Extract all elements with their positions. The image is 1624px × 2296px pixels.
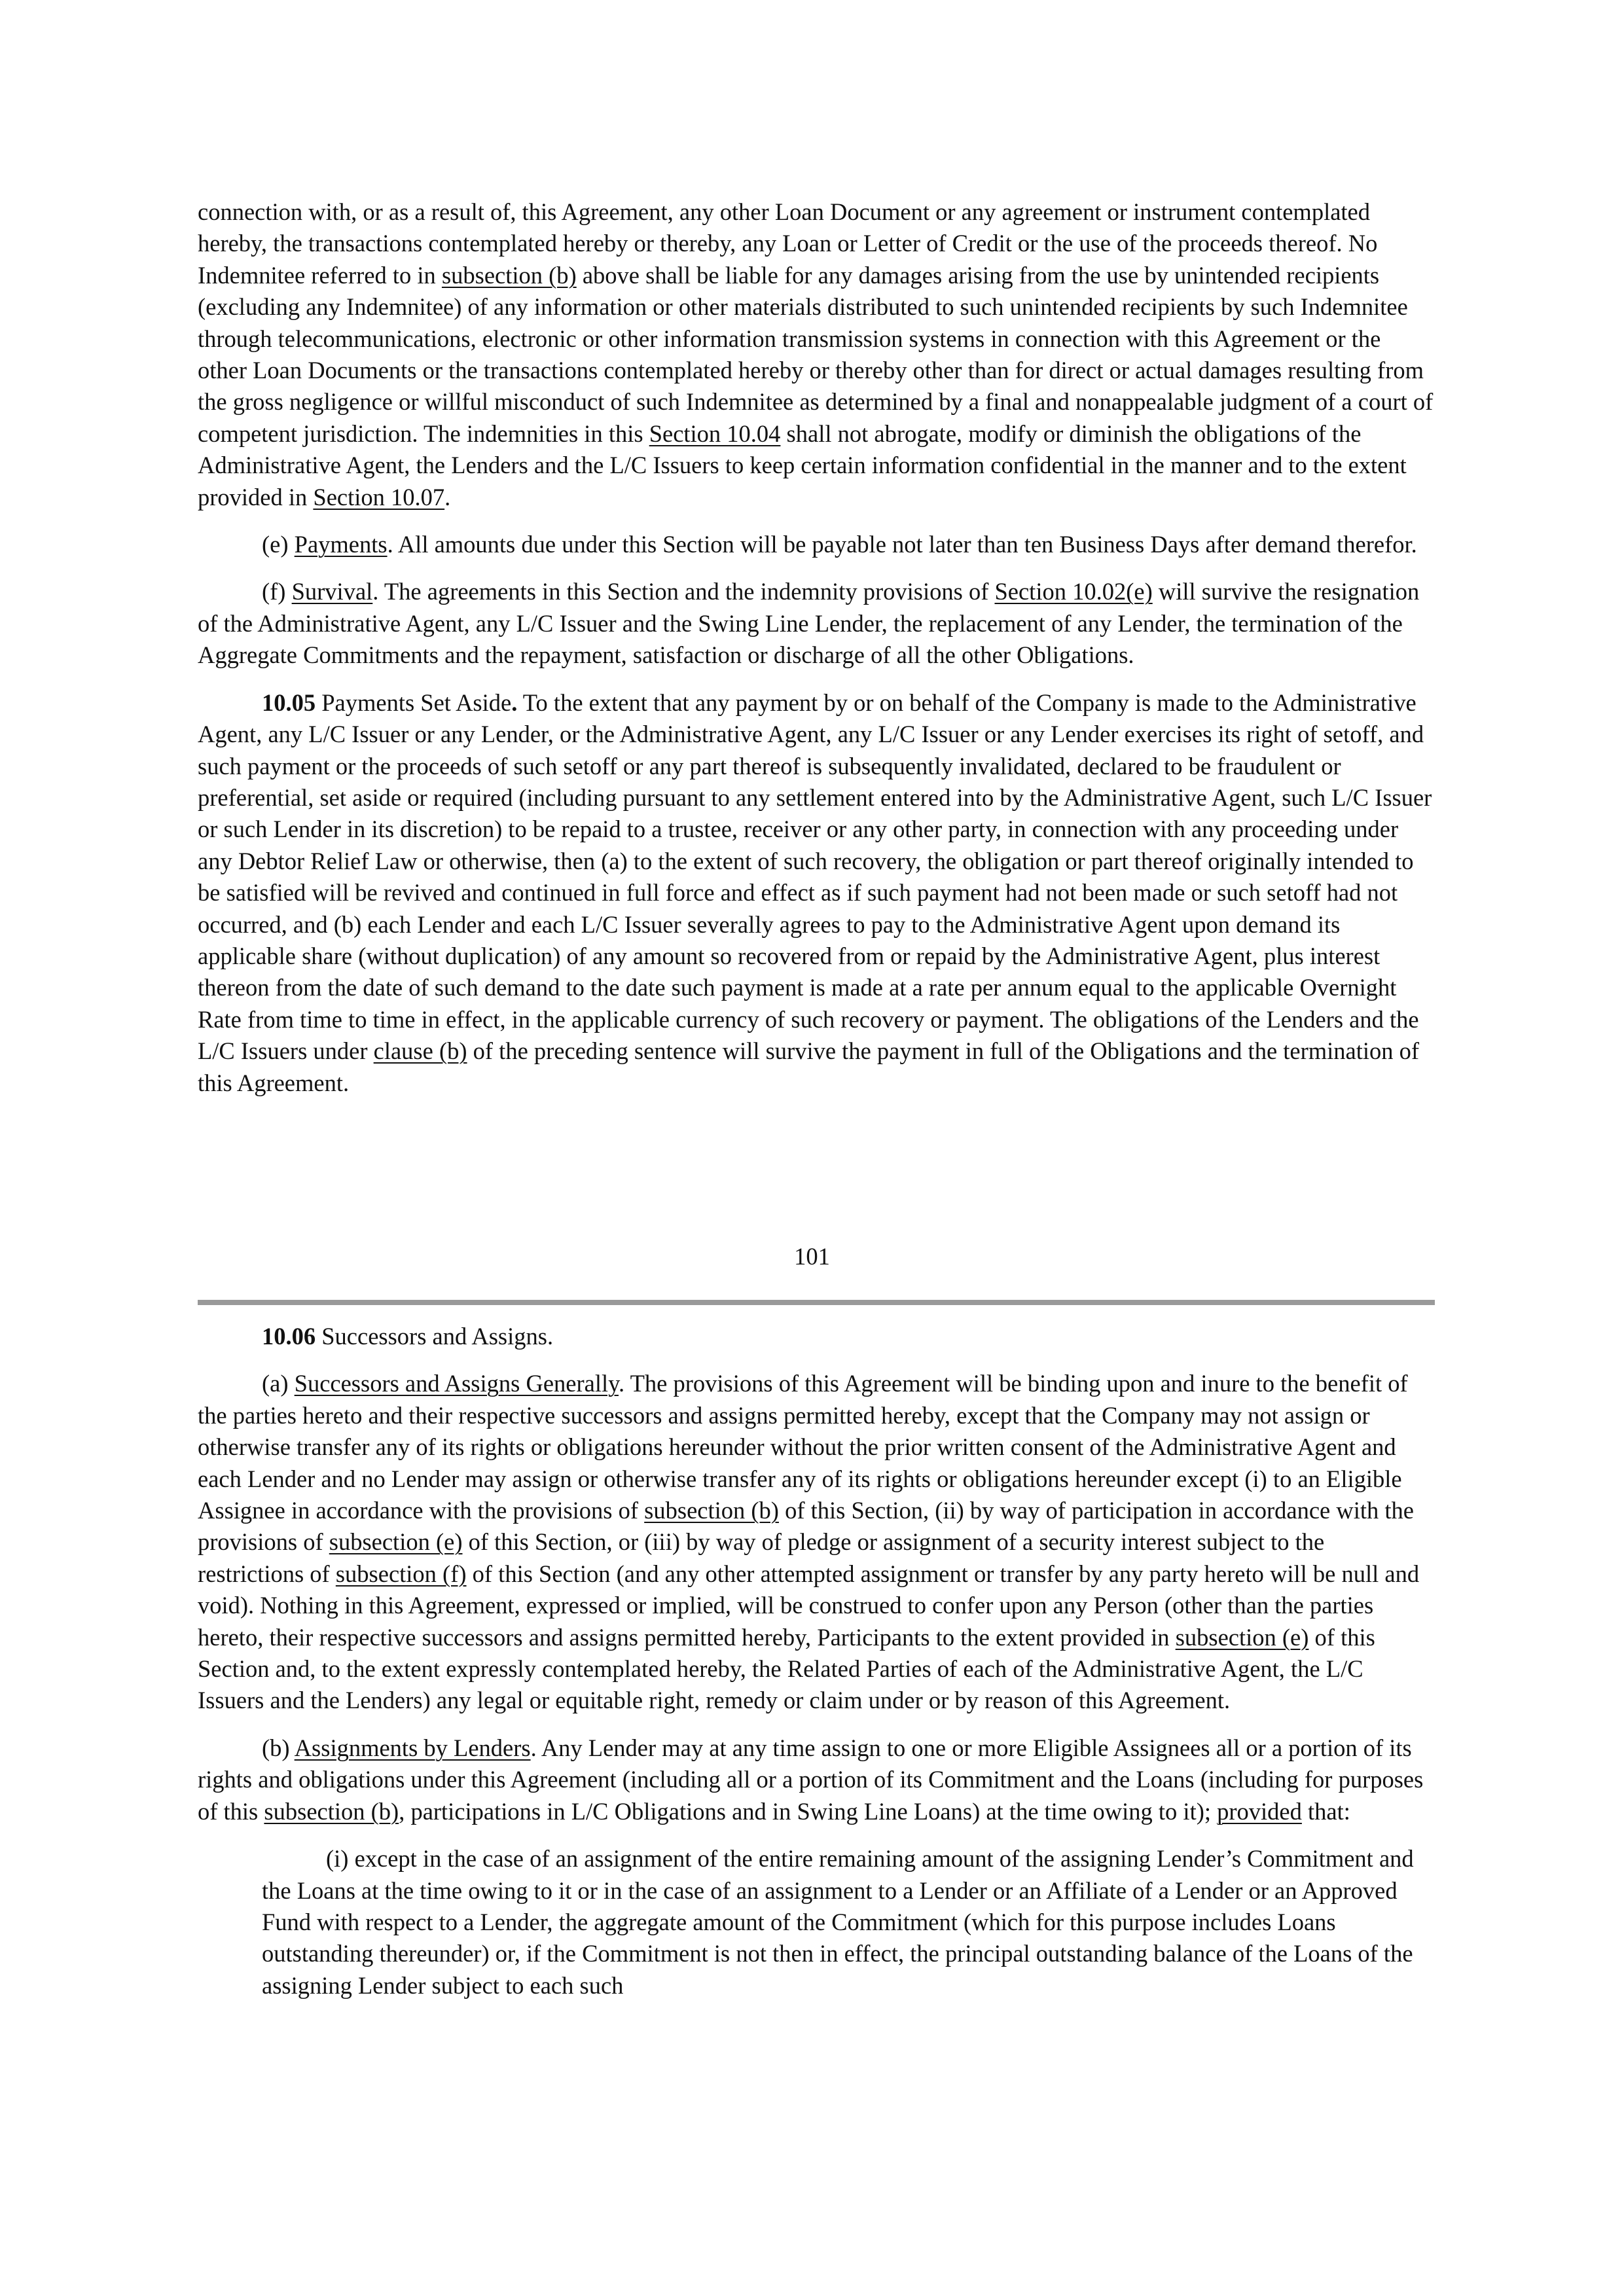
text-run: (i) except in the case of an assignment of the entire remaining amount of the assigning Lender’s Commitment and the Loans at the time owing to it or in the case of an assignment to a Lender or an Affiliate of a Lender or an Approved Fund with respect to a Lender, the aggregate amount of the Commitment (which for this purpose includes Loans outstanding thereunder) or, if the Commitment is not then in effect, the principal outstanding balance of the Loans of the assigning Lender subject to each such — [262, 1845, 1414, 1999]
paragraph-successors-and-assigns-generally — [198, 1368, 1435, 1716]
section-number: 10.05 — [262, 689, 316, 716]
section-10-06-heading — [198, 1321, 1435, 1352]
text-run: , participations in L/C Obligations and in Swing Line Loans) at the time owing to it); — [399, 1797, 1218, 1825]
section-title: Successors and Assigns. — [316, 1323, 554, 1350]
page-number: 101 — [794, 1243, 830, 1270]
text-run: (f) — [262, 578, 292, 605]
cross-reference: Section 10.02(e) — [994, 578, 1153, 605]
text-run: above shall be liable for any damages arising from the use by unintended recipients (excluding any Indemnitee) of any information or other materials distributed to such unintended recipients by such Indemnitee through telecommunications, electronic or other information transmission systems in connection with this Agreement or the other Loan Documents or the transactions contemplated hereby or thereby other than for direct or actual damages resulting from the gross negligence or willful misconduct of such Indemnitee as determined by a final and nonappealable judgment of a court of competent jurisdiction. The indemnities in this — [198, 261, 1434, 447]
paragraph-assignments-by-lenders — [198, 1732, 1435, 1827]
cross-reference: subsection (b) — [264, 1797, 399, 1825]
text-run: (e) — [262, 531, 295, 558]
subsection-heading: Survival — [291, 578, 373, 605]
defined-term: provided — [1217, 1797, 1302, 1825]
text-run: will survive the resignation of the Administrative Agent, any L/C Issuer and the Swing Line Lender, the replacement of any Lender, the termination of the Aggregate Commitments and the repayment, satisfaction or discharge of all the other Obligations. — [198, 578, 1420, 669]
text-run: . — [444, 483, 451, 511]
text-run: of this Section and, to the extent expressly contemplated hereby, the Related Parties of each of the Administrative Agent, the L/C Issuers and the Lenders) any legal or equitable right, remedy or claim under or by reason of this Agreement. — [198, 1623, 1375, 1714]
subsection-heading: Successors and Assigns Generally — [294, 1370, 619, 1397]
page-break-divider — [198, 1300, 1435, 1305]
text-run: . — [511, 689, 518, 716]
text-run: that: — [1301, 1797, 1350, 1825]
cross-reference: Section 10.04 — [649, 420, 781, 447]
text-run: of this Section (and any other attempted assignment or transfer by any party hereto will be null and void). Nothing in this Agreement, expressed or implied, will be construed to confer upon any Person (other than the parties hereto, their respective successors and assigns permitted hereby, Participants to the extent provided in — [198, 1560, 1420, 1651]
text-run: . All amounts due under this Section will be payable not later than ten Business Days after demand therefor. — [387, 531, 1417, 558]
upper-page-body — [198, 196, 1435, 1115]
subsection-heading: Assignments by Lenders — [294, 1734, 531, 1761]
cross-reference: subsection (b) — [644, 1497, 779, 1524]
text-run: . The agreements in this Section and the indemnity provisions of — [372, 578, 995, 605]
cross-reference: Section 10.07 — [313, 483, 445, 511]
paragraph-survival — [198, 576, 1435, 671]
lower-page-body — [198, 1321, 1435, 2017]
paragraph-indemnity-continuation — [198, 196, 1435, 513]
text-run: . Any Lender may at any time assign to one or more Eligible Assignees all or a portion of its rights and obligations under this Agreement (including all or a portion of its Commitment and the Loans (including for purposes of this — [198, 1734, 1424, 1825]
text-run: . The provisions of this Agreement will be binding upon and inure to the benefit of the parties hereto and their respective successors and assigns permitted hereby, except that the Company may not assign or otherwise transfer any of its rights or obligations hereunder without the prior written consent of the Administrative Agent and each Lender and no Lender may assign or otherwise transfer any of its rights or obligations hereunder except (i) to an Eligible Assignee in accordance with the provisions of — [198, 1370, 1408, 1524]
text-run: of this Section, (ii) by way of participation in accordance with the provisions of — [198, 1497, 1414, 1556]
section-title: Payments Set Aside — [316, 689, 512, 716]
cross-reference: subsection (e) — [329, 1528, 463, 1556]
text-run: shall not abrogate, modify or diminish the obligations of the Administrative Agent, the Lenders and the L/C Issuers to keep certain information confidential in the manner and to the extent provided in — [198, 420, 1407, 511]
cross-reference: subsection (e) — [1175, 1623, 1309, 1651]
cross-reference: subsection (b) — [441, 261, 577, 289]
text-run: To the extent that any payment by or on behalf of the Company is made to the Administrative Agent, any L/C Issuer or any Lender, or the Administrative Agent, any L/C Issuer or any Lender exercises its right of setoff, and such payment or the proceeds of such setoff or any part thereof is subsequently invalidated, declared to be fraudulent or preferential, set aside or required (including pursuant to any settlement entered into by the Administrative Agent, such L/C Issuer or such Lender in its discretion) to be repaid to a trustee, receiver or any other party, in connection with any proceeding under any Debtor Relief Law or otherwise, then (a) to the extent of such recovery, the obligation or part thereof originally intended to be satisfied will be revived and continued in full force and effect as if such payment had not been made or such setoff had not occurred, and (b) each Lender and each L/C Issuer severally agrees to pay to the Administrative Agent upon demand its applicable share (without duplication) of any amount so recovered from or repaid by the Administrative Agent, plus interest thereon from the date of such demand to the date such payment is made at a rate per annum equal to the applicable Overnight Rate from time to time in effect, in the applicable currency of such recovery or payment. The obligations of the Lenders and the L/C Issuers under — [198, 689, 1432, 1065]
paragraph-payments — [198, 529, 1435, 560]
text-run: of the preceding sentence will survive the payment in full of the Obligations and the termination of this Agreement. — [198, 1037, 1420, 1096]
text-run: connection with, or as a result of, this Agreement, any other Loan Document or any agreement or instrument contemplated hereby, the transactions contemplated hereby or thereby, any Loan or Letter of Credit or the use of the proceeds thereof. No Indemnitee referred to in — [198, 198, 1378, 289]
subsection-heading: Payments — [294, 531, 388, 558]
clause-i-minimum-amounts — [262, 1843, 1435, 2001]
section-10-05-payments-set-aside — [198, 687, 1435, 1099]
cross-reference: clause (b) — [373, 1037, 467, 1065]
text-run: of this Section, or (iii) by way of pledge or assignment of a security interest subject to the restrictions of — [198, 1528, 1325, 1587]
cross-reference: subsection (f) — [335, 1560, 467, 1587]
section-number: 10.06 — [262, 1323, 316, 1350]
text-run: (b) — [262, 1734, 295, 1761]
text-run: (a) — [262, 1370, 295, 1397]
